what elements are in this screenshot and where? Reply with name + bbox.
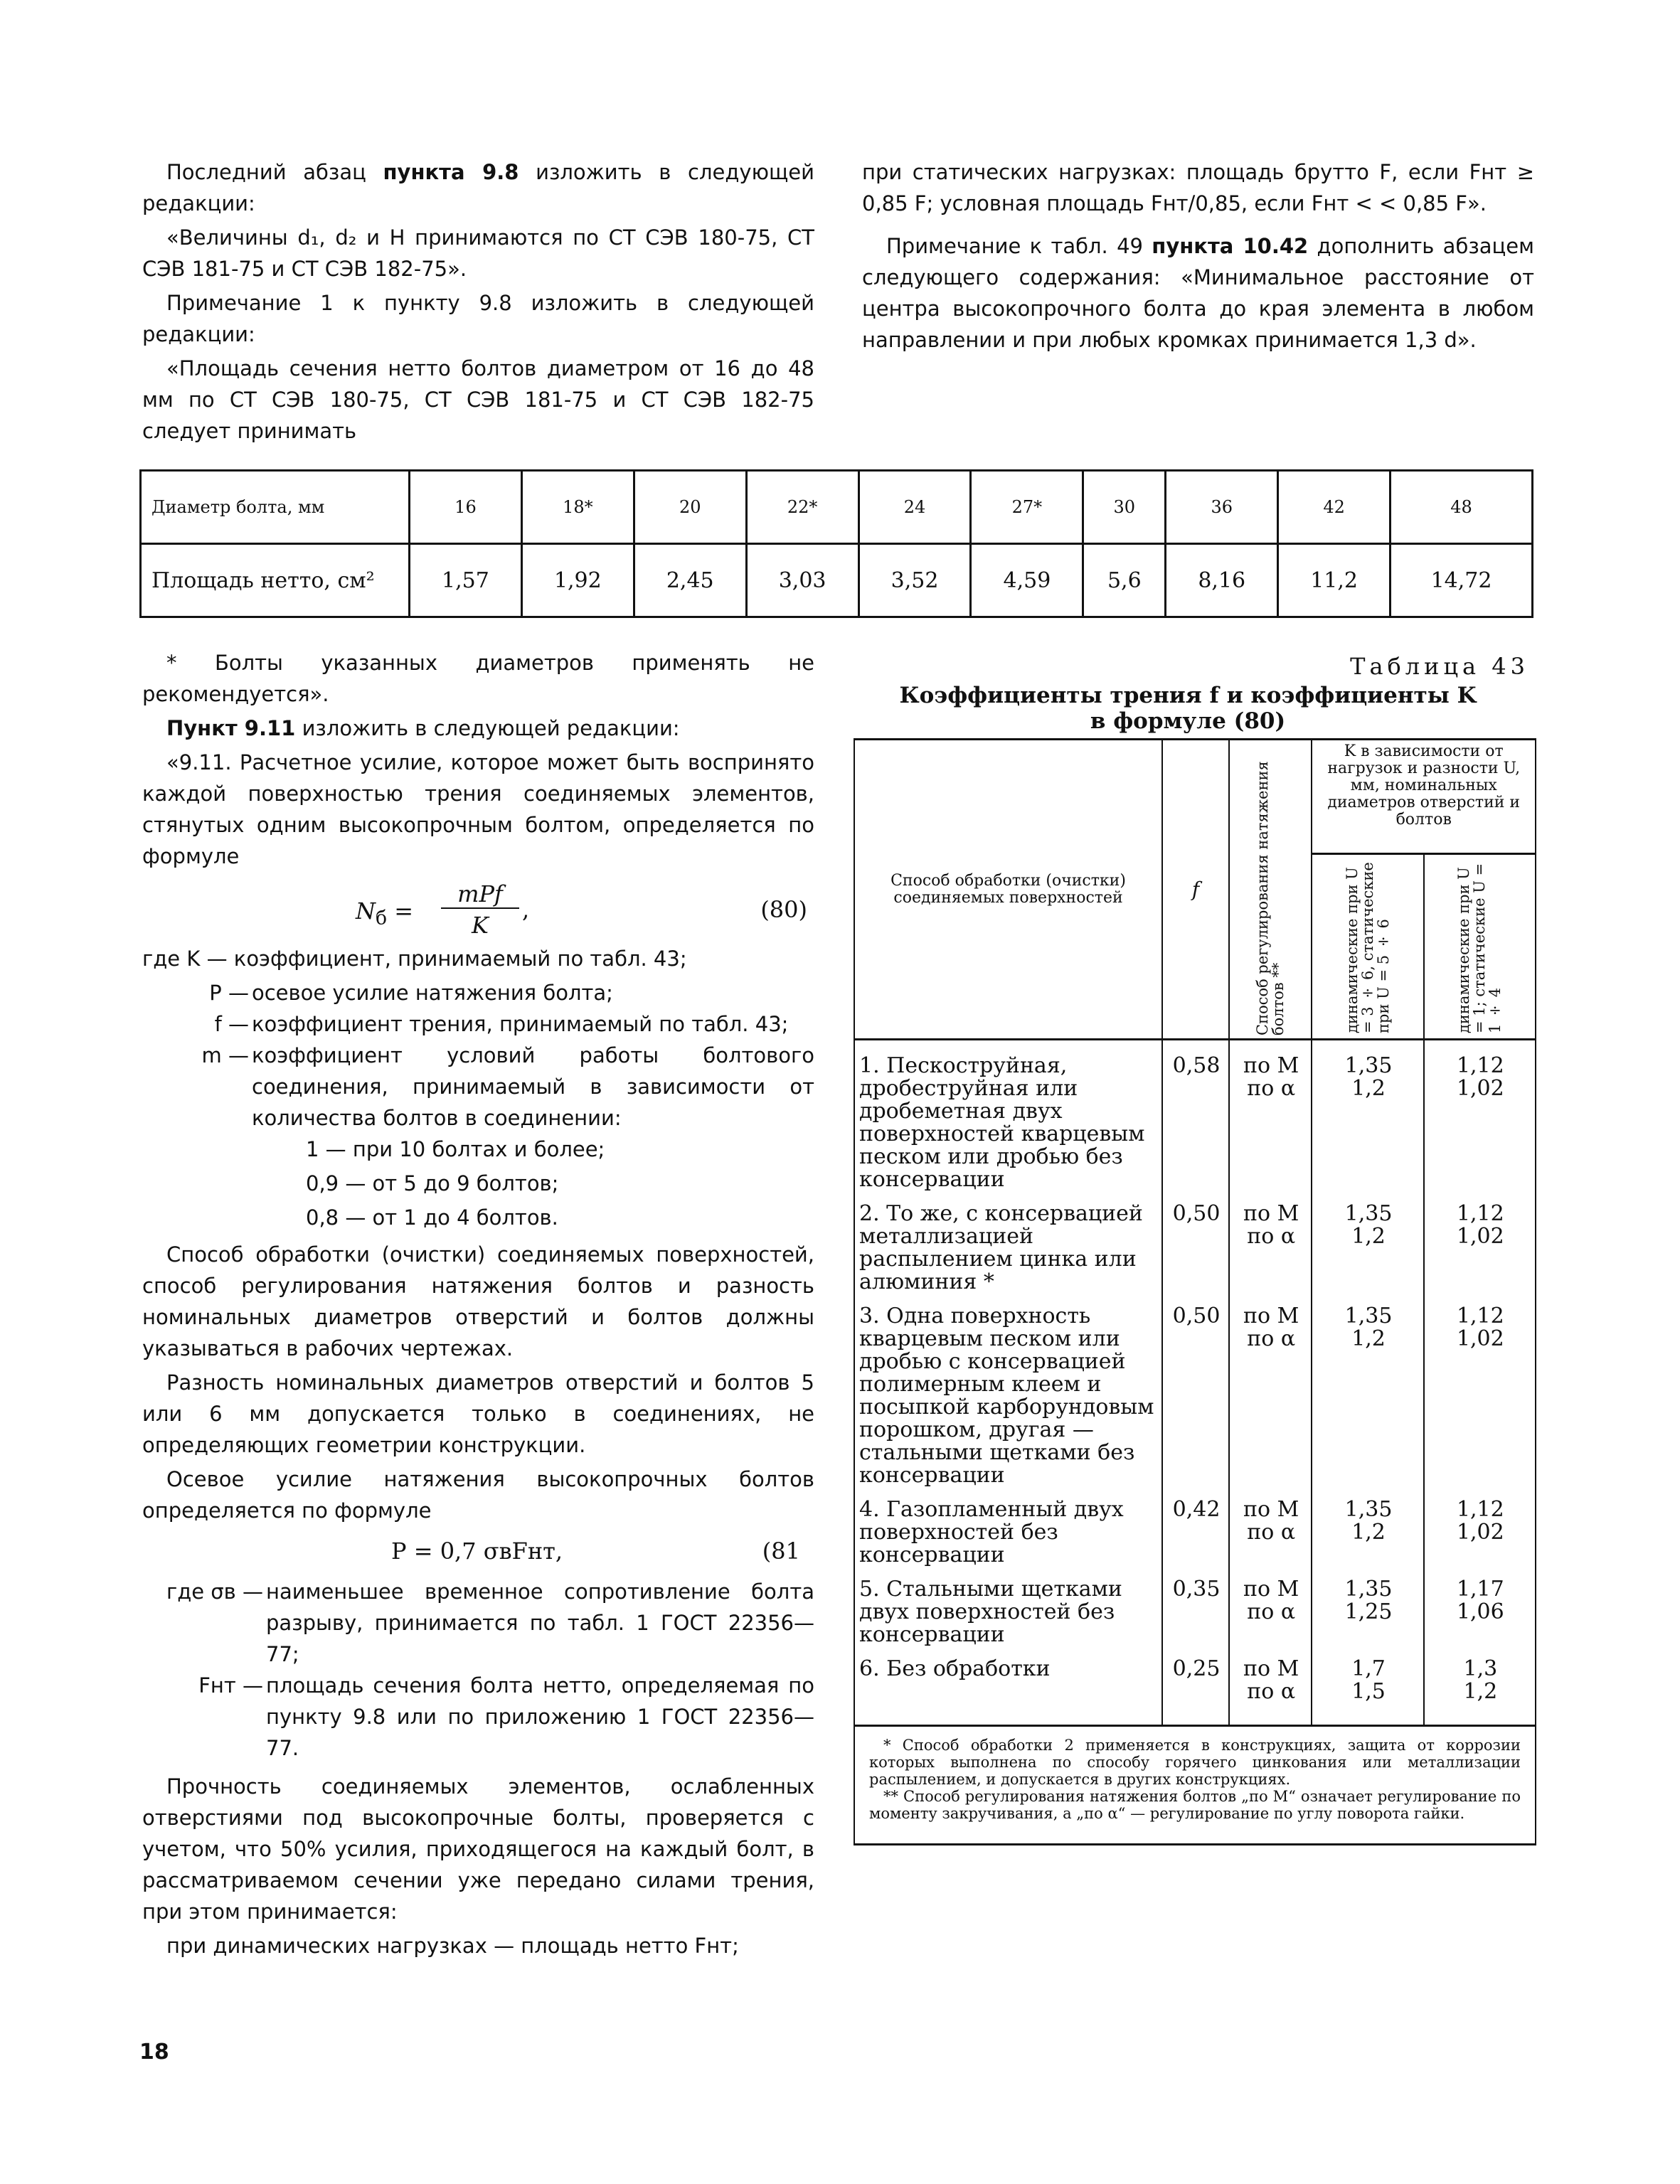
friction-table <box>854 738 1536 1845</box>
area-cell: 3,03 <box>746 544 858 617</box>
def-symbol: где σв — <box>166 1580 263 1604</box>
footnote-row <box>854 1726 1536 1845</box>
diameter-cell: 30 <box>1083 471 1166 544</box>
table-footnotes <box>854 1726 1536 1845</box>
m-value: 1 — при 10 болтах и более; <box>306 1137 605 1161</box>
area-row <box>141 544 1533 617</box>
cell-method: 3. Одна поверхность кварцевым песком или дробью с консервацией полимерным клеем и посыпкой карборундовым порошком, другая — стальными щетками без консервации <box>854 1299 1162 1493</box>
left-body-column <box>142 647 814 1964</box>
cell-k2: 1,17 1,06 <box>1424 1572 1536 1652</box>
formula-81-number: (81 <box>762 1538 800 1565</box>
cell-f: 0,58 <box>1162 1040 1229 1198</box>
table-row <box>854 1572 1536 1652</box>
formula-80-lhs: N <box>356 897 376 925</box>
paragraph-9-11-intro: Пункт 9.11 изложить в следующей редакции: <box>166 716 680 740</box>
header-f <box>1162 740 1229 1040</box>
m-value: 0,8 — от 1 до 4 болтов. <box>306 1205 558 1230</box>
formula-80-comma: , <box>522 896 530 923</box>
cell-k2: 1,3 1,2 <box>1424 1652 1536 1726</box>
header-k1-text: динамические при U = 3 ÷ 6, статические при U = 5 ÷ 6 <box>1344 862 1393 1033</box>
cell-regulation: по M по α <box>1229 1299 1312 1493</box>
paragraph-axial-force: Осевое усилие натяжения высокопрочных болтов определяется по формуле <box>142 1467 814 1523</box>
cell-f: 0,42 <box>1162 1493 1229 1572</box>
def-symbol: Fнт — <box>198 1673 263 1698</box>
formula-80 <box>142 875 814 943</box>
header-f-text: f <box>1191 877 1200 901</box>
formula-81-body: P = 0,7 σвFнт, <box>391 1538 563 1565</box>
header-k2-text: динамические при U = 1; статические U = 1 ÷ 4 <box>1455 863 1504 1033</box>
m-values <box>142 1134 814 1233</box>
area-cell: 1,92 <box>521 544 634 617</box>
cell-k1: 1,35 1,2 <box>1312 1299 1423 1493</box>
cell-k1: 1,35 1,2 <box>1312 1493 1423 1572</box>
paragraph-note-1: Примечание 1 к пункту 9.8 изложить в следующей редакции: <box>142 291 814 346</box>
diameter-header: Диаметр болта, мм <box>141 471 410 544</box>
paragraph-area: «Площадь сечения нетто болтов диаметром от 16 до 48 мм по СТ СЭВ 180-75, СТ СЭВ 181-75 и СТ СЭВ 182-75 следует принимать <box>142 356 814 443</box>
diameter-row <box>141 471 1533 544</box>
cell-regulation: по M по α <box>1229 1040 1312 1198</box>
header-regulation <box>1229 740 1312 1040</box>
m-value: 0,9 — от 5 до 9 болтов; <box>306 1171 559 1195</box>
cell-method: 6. Без обработки <box>854 1652 1162 1726</box>
header-regulation-text: Способ регулирования натяжения болтов ** <box>1254 761 1287 1035</box>
paragraph-9-11: «9.11. Расчетное усилие, которое может быть воспринято каждой поверхностью трения соединяемых элементов, стянутых одним высокопрочным болтом, определяется по формуле <box>142 750 814 868</box>
diameter-cell: 36 <box>1166 471 1278 544</box>
diameter-cell: 48 <box>1391 471 1533 544</box>
table-row <box>854 1493 1536 1572</box>
def-p <box>142 977 814 1008</box>
def-text: коэффициент условий работы болтового соединения, принимаемый в зависимости от количества болтов в соединении: <box>252 1043 814 1130</box>
area-cell: 11,2 <box>1278 544 1391 617</box>
cell-k2: 1,12 1,02 <box>1424 1197 1536 1299</box>
def-sigma <box>142 1576 814 1670</box>
where-k: где K — коэффициент, принимаемый по табл. 43; <box>142 947 687 971</box>
page-number: 18 <box>139 2040 169 2065</box>
cell-f: 0,35 <box>1162 1572 1229 1652</box>
def-f <box>142 1008 814 1040</box>
area-header: Площадь нетто, см² <box>141 544 410 617</box>
table-footnote-2: ** Способ регулирования натяжения болтов „по M“ означает регулирование по моменту закручивания, а „по α“ — регулирование по углу поворота гайки. <box>869 1788 1521 1822</box>
diameter-cell: 16 <box>410 471 522 544</box>
area-cell: 3,52 <box>858 544 971 617</box>
table-row <box>854 1040 1536 1198</box>
table-43-label: Таблица 43 <box>1350 653 1529 680</box>
bolt-area-table <box>139 469 1533 618</box>
diameter-cell: 18* <box>521 471 634 544</box>
diameter-cell: 42 <box>1278 471 1391 544</box>
cell-k1: 1,35 1,25 <box>1312 1572 1423 1652</box>
cell-regulation: по M по α <box>1229 1197 1312 1299</box>
cell-regulation: по M по α <box>1229 1572 1312 1652</box>
table-43-title: Коэффициенты трения f и коэффициенты K в формуле (80) <box>899 683 1477 734</box>
cell-regulation: по M по α <box>1229 1652 1312 1726</box>
cell-method: 1. Пескоструйная, дробеструйная или дробеметная двух поверхностей кварцевым песком или дробью без консервации <box>854 1040 1162 1198</box>
cell-k1: 1,7 1,5 <box>1312 1652 1423 1726</box>
cell-f: 0,25 <box>1162 1652 1229 1726</box>
def-text: осевое усилие натяжения болта; <box>252 981 613 1005</box>
diameter-cell: 24 <box>858 471 971 544</box>
footnote-bolts: * Болты указанных диаметров применять не рекомендуется». <box>142 651 814 706</box>
cell-method: 5. Стальными щетками двух поверхностей без консервации <box>854 1572 1162 1652</box>
table-footnote-1: * Способ обработки 2 применяется в конструкциях, защита от коррозии которых выполнена по способу горячего цинкования или металлизации распылением, и допускается в других конструкциях. <box>869 1737 1521 1788</box>
table-43-header-row <box>854 740 1536 854</box>
def-text: площадь сечения болта нетто, определяемая по пункту 9.8 или по приложению 1 ГОСТ 22356—77. <box>266 1673 814 1760</box>
cell-k2: 1,12 1,02 <box>1424 1040 1536 1198</box>
def-symbol: m — <box>201 1043 249 1067</box>
right-top-column <box>862 156 1534 358</box>
def-m <box>142 1040 814 1134</box>
cell-regulation: по M по α <box>1229 1493 1312 1572</box>
diameter-cell: 27* <box>971 471 1083 544</box>
formula-80-eq: = <box>394 897 414 925</box>
area-cell: 2,45 <box>634 544 746 617</box>
paragraph-method: Способ обработки (очистки) соединяемых поверхностей, способ регулирования натяжения болтов и разность номинальных диаметров отверстий и болтов должны указываться в рабочих чертежах. <box>142 1242 814 1360</box>
cell-f: 0,50 <box>1162 1299 1229 1493</box>
header-k: K в зависимости от нагрузок и разности U, мм, номинальных диаметров отверстий и болтов <box>1312 740 1536 854</box>
formula-80-number: (80) <box>760 896 807 923</box>
def-text: коэффициент трения, принимаемый по табл. 43; <box>252 1012 789 1036</box>
table-row <box>854 1197 1536 1299</box>
cell-k1: 1,35 1,2 <box>1312 1197 1423 1299</box>
paragraph-note-10-42: Примечание к табл. 49 пункта 10.42 дополнить абзацем следующего содержания: «Минимальное расстояние от центра высокопрочного болта до края элемента в любом направлении и при любых кромках принимается 1,3 d». <box>862 234 1534 352</box>
cell-f: 0,50 <box>1162 1197 1229 1299</box>
cell-k2: 1,12 1,02 <box>1424 1493 1536 1572</box>
paragraph-9-8: Последний абзац пункта 9.8 изложить в следующей редакции: <box>142 160 814 215</box>
diameter-cell: 22* <box>746 471 858 544</box>
def-fnt <box>142 1670 814 1764</box>
formula-80-sub: б <box>376 907 388 929</box>
area-cell: 5,6 <box>1083 544 1166 617</box>
left-top-column <box>142 156 814 449</box>
area-cell: 14,72 <box>1391 544 1533 617</box>
paragraph-strength: Прочность соединяемых элементов, ослабленных отверстиями под высокопрочные болты, проверяется с учетом, что 50% усилия, приходящегося на каждый болт, в рассматриваемом сечении уже передано силами трения, при этом принимается: <box>142 1774 814 1924</box>
paragraph-dynamic: при динамических нагрузках — площадь нетто Fнт; <box>166 1934 739 1958</box>
paragraph-values: «Величины d₁, d₂ и H принимаются по СТ СЭВ 180-75, СТ СЭВ 181-75 и СТ СЭВ 182-75». <box>142 225 814 281</box>
formula-80-numerator: mPf <box>457 880 503 907</box>
cell-method: 4. Газопламенный двух поверхностей без консервации <box>854 1493 1162 1572</box>
area-cell: 1,57 <box>410 544 522 617</box>
paragraph-static: при статических нагрузках: площадь брутто F, если Fнт ≥ 0,85 F; условная площадь Fнт/0,85, если Fнт < < 0,85 F». <box>862 160 1534 215</box>
def-text: наименьшее временное сопротивление болта разрыву, принимается по табл. 1 ГОСТ 22356—77; <box>266 1580 814 1666</box>
area-cell: 4,59 <box>971 544 1083 617</box>
def-symbol: P — <box>209 981 249 1005</box>
table-row <box>854 1299 1536 1493</box>
cell-k1: 1,35 1,2 <box>1312 1040 1423 1198</box>
cell-k2: 1,12 1,02 <box>1424 1299 1536 1493</box>
header-k2 <box>1424 854 1536 1040</box>
diameter-cell: 20 <box>634 471 746 544</box>
header-k1 <box>1312 854 1423 1040</box>
header-method: Способ обработки (очистки) соединяемых поверхностей <box>854 740 1162 1040</box>
table-row <box>854 1652 1536 1726</box>
paragraph-difference: Разность номинальных диаметров отверстий и болтов 5 или 6 мм допускается только в соединениях, не определяющих геометрии конструкции. <box>142 1370 814 1457</box>
def-symbol: f — <box>214 1012 249 1036</box>
formula-81 <box>142 1529 814 1576</box>
area-cell: 8,16 <box>1166 544 1278 617</box>
formula-80-denominator: K <box>472 912 489 939</box>
cell-method: 2. То же, с консервацией металлизацией распылением цинка или алюминия * <box>854 1197 1162 1299</box>
